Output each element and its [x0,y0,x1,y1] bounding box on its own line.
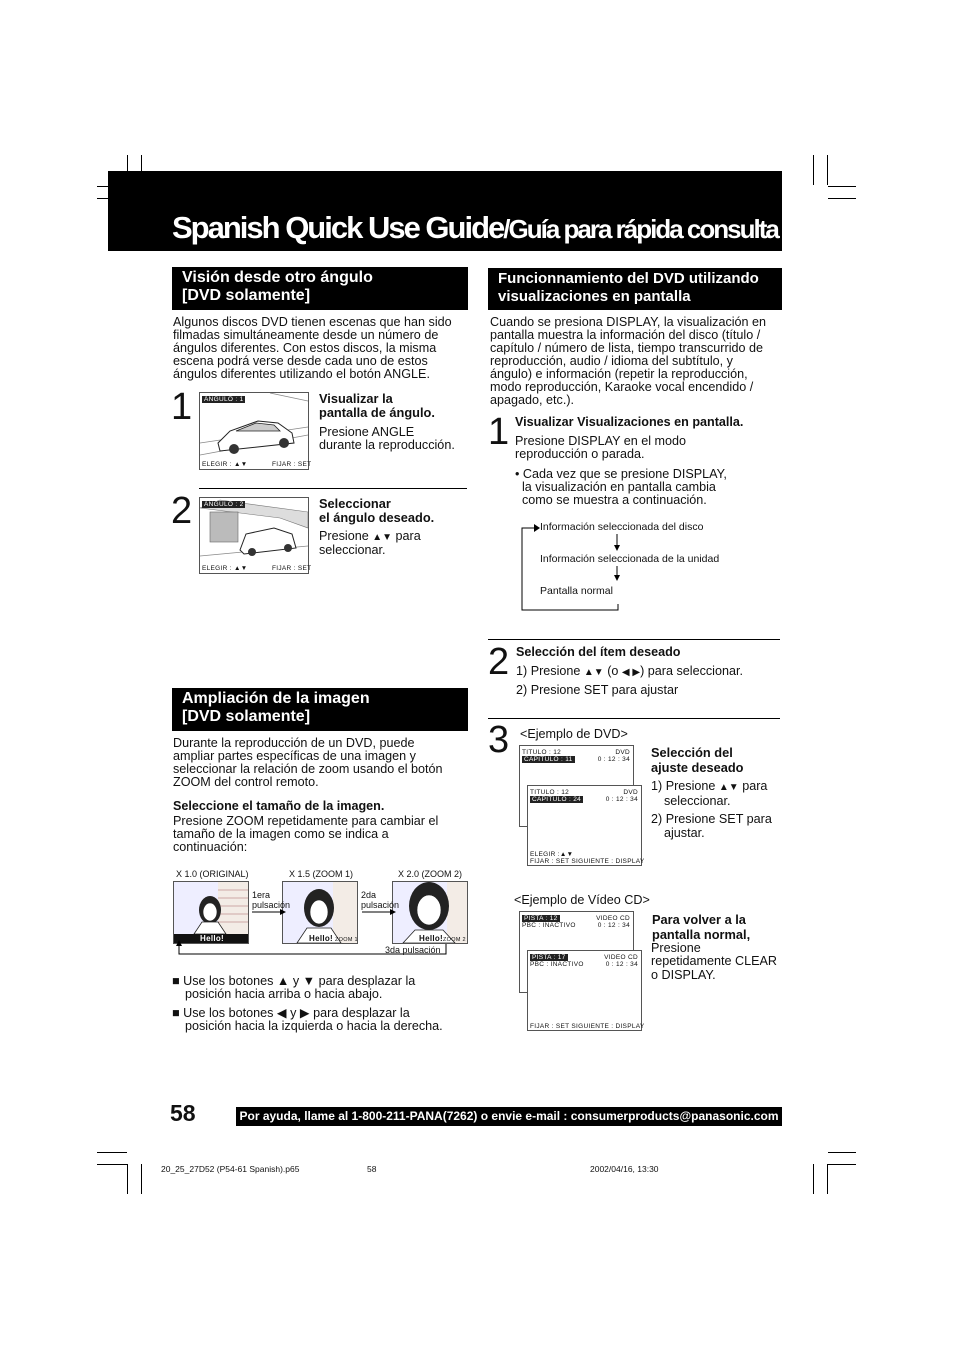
left-right-arrows-icon: ◀ ▶ [621,667,641,678]
screen-select-label: ELEGIR : ▲▼ [202,461,248,468]
dvd-screen-front: TITULO : 12 CAPITULO : 24 DVD 0 : 12 : 34 ELEGIR :▲▼ FIJAR : SET SIGUIENTE : DISPLAY [527,785,642,866]
screen-select-label: ELEGIR : ▲▼ [202,565,248,572]
angle-heading-line1: Visión desde otro ángulo [182,269,373,286]
up-down-arrows-icon: ▲▼ [372,532,393,543]
display-step1-text: Presione DISPLAY en el modo reproducción o parada. [515,434,687,461]
step-number: 1 [171,386,193,428]
angle-tag: ÁNGULO : 1 [204,396,244,403]
footer-file: 20_25_27D52 (P54-61 Spanish).p65 [161,1164,300,1174]
dvd-example-label: <Ejemplo de DVD> [520,727,628,741]
crop-mark [827,155,828,185]
bullet-square-icon: ■ [172,974,184,988]
display-step3-items: 1) Presione ▲▼ para seleccionar. 2) Presione SET para ajustar. [651,779,772,840]
zoom1-tag: ZOOM 1 [335,937,358,943]
crop-mark [813,1164,814,1194]
crop-mark [828,1164,856,1165]
vcd-example-label: <Ejemplo de Vídeo CD> [514,893,650,907]
car-illustration [200,498,308,573]
divider [199,488,467,489]
angle-step2-text: Presione ▲▼ para seleccionar. [319,529,421,557]
angle-step1-title: Visualizar la pantalla de ángulo. [319,391,435,420]
crop-mark [97,1164,127,1165]
crop-mark [827,1164,828,1194]
page-number: 58 [170,1100,196,1126]
zoom-intro: Durante la reproducción de un DVD, puede ampliar partes específicas de una imagen y seleccionar la relación de zoom usando el botón ZOOM del control remoto. [173,736,443,789]
divider [488,639,780,640]
flow-unit-info: Información seleccionada de la unidad [540,553,720,565]
press3-label: 3da pulsación [385,945,441,955]
up-down-arrows-icon: ▲▼ [718,782,739,793]
display-step1-title: Visualizar Visualizaciones en pantalla. [515,415,744,429]
crop-mark [97,1152,127,1153]
press2-label: 2da pulsación [361,890,400,910]
zoom-heading: Ampliación de la imagen [DVD solamente] [172,688,468,731]
vcd-screen-front: PISTA : 17 PBC : INACTIVO VIDEO CD 0 : 12 : 34 FIJAR : SET SIGUIENTE : DISPLAY [527,950,642,1031]
up-down-arrows-icon: ▲▼ [583,667,604,678]
zoom-bullet-1: ■ Use los botones ▲ y ▼ para desplazar la posición hacia arriba o hacia abajo. [172,974,416,1001]
angle-screen-2 [199,497,312,574]
display-flow-diagram [520,520,650,612]
crop-mark [127,1164,128,1194]
help-bar: Por ayuda, llame al 1-800-211-PANA(7262) o envie e-mail : consumerproducts@panasonic.com [236,1107,782,1126]
screen-set-label: FIJAR : SET [272,565,312,572]
zoom-caption-original: X 1.0 (ORIGINAL) [176,869,249,879]
angle-step1-text: Presione ANGLE durante la reproducción. [319,425,455,452]
divider [488,718,780,719]
angle-heading-line2: [DVD solamente] [182,287,311,304]
screen-set-label: FIJAR : SET [272,461,312,468]
return-title: Para volver a la pantalla normal, [652,912,751,942]
angle-intro: Algunos discos DVD tienen escenas que han sido filmadas simultáneamente desde un número de ángulos diferentes. Con estos discos, la misma escena podrá verse desde cada uno de estos ángulos diferentes utilizando el botón ANGLE. [173,315,452,381]
footer-file-page: 58 [367,1164,377,1174]
display-intro: Cuando se presiona DISPLAY, la visualización en pantalla muestra la información del disco (título / capítulo / número de lista, tiempo transcurrido de reproducción, audio / idioma del subtítulo, y ángulo) e información (repetir la reproducción, modo reproducción, Karaoke vocal encendido / apagado, etc.). [490,315,767,407]
zoom-bullet-2: ■ Use los botones ◀ y ▶ para desplazar la posición hacia la izquierda o hacia la derecha. [172,1006,443,1033]
step-number: 2 [488,641,510,683]
zoom-caption-zoom1: X 1.5 (ZOOM 1) [289,869,354,879]
display-step2-line2: 2) Presione SET para ajustar [516,683,679,697]
crop-mark [141,1164,142,1194]
hello-text: Hello! [419,934,444,943]
car-illustration [200,393,308,469]
crop-mark [813,155,814,185]
zoom-caption-zoom2: X 2.0 (ZOOM 2) [398,869,463,879]
press1-label: 1era pulsación [252,890,291,910]
crop-mark [828,198,856,199]
flow-normal-screen: Pantalla normal [540,585,613,597]
zoom-subtitle: Seleccione el tamaño de la imagen. [173,799,385,813]
step-number: 2 [171,490,193,532]
page-title [172,210,778,246]
angle-step2-title: Seleccionar el ángulo deseado. [319,496,435,525]
display-step2-title: Selección del ítem deseado [516,645,681,659]
hello-text: Hello! [309,934,334,943]
angle-tag: ÁNGULO : 2 [204,501,244,508]
title-english: Spanish Quick Use Guide [172,210,504,245]
title-spanish: /Guía para rápida consulta [503,214,778,244]
zoom2-tag: ZOOM 2 [443,937,466,943]
display-step2-line1: 1) Presione ▲▼ (o ◀ ▶) para seleccionar. [516,664,743,678]
footer-timestamp: 2002/04/16, 13:30 [590,1164,659,1174]
crop-mark [828,1152,856,1153]
hello-text: Hello! [200,934,225,943]
bullet-square-icon: ■ [172,1006,184,1020]
dvd-screen-back: TITULO : 12 CAPITULO : 11 DVD 0 : 12 : 34 [519,745,634,827]
zoom-subtext: Presione ZOOM repetidamente para cambiar el tamaño de la imagen como se indica a continuación: [173,814,439,854]
flow-disc-info: Información seleccionada del disco [540,521,704,533]
vcd-screen-back: PISTA : 12 PBC : INACTIVO VIDEO CD 0 : 12 : 34 [519,911,634,993]
angle-heading [172,267,468,310]
step-number: 3 [488,719,510,761]
return-text: Presione repetidamente CLEAR o DISPLAY. [651,941,778,982]
display-heading: Funcionnamiento del DVD utilizando visualizaciones en pantalla [488,268,782,310]
step-number: 1 [488,411,510,453]
display-step1-bullet: • Cada vez que se presione DISPLAY, la visualización en pantalla cambia como se muestra a continuación. [515,467,727,507]
angle-screen-1 [199,392,312,470]
crop-mark [828,186,856,187]
display-step3-title: Selección del ajuste deseado [651,745,744,775]
